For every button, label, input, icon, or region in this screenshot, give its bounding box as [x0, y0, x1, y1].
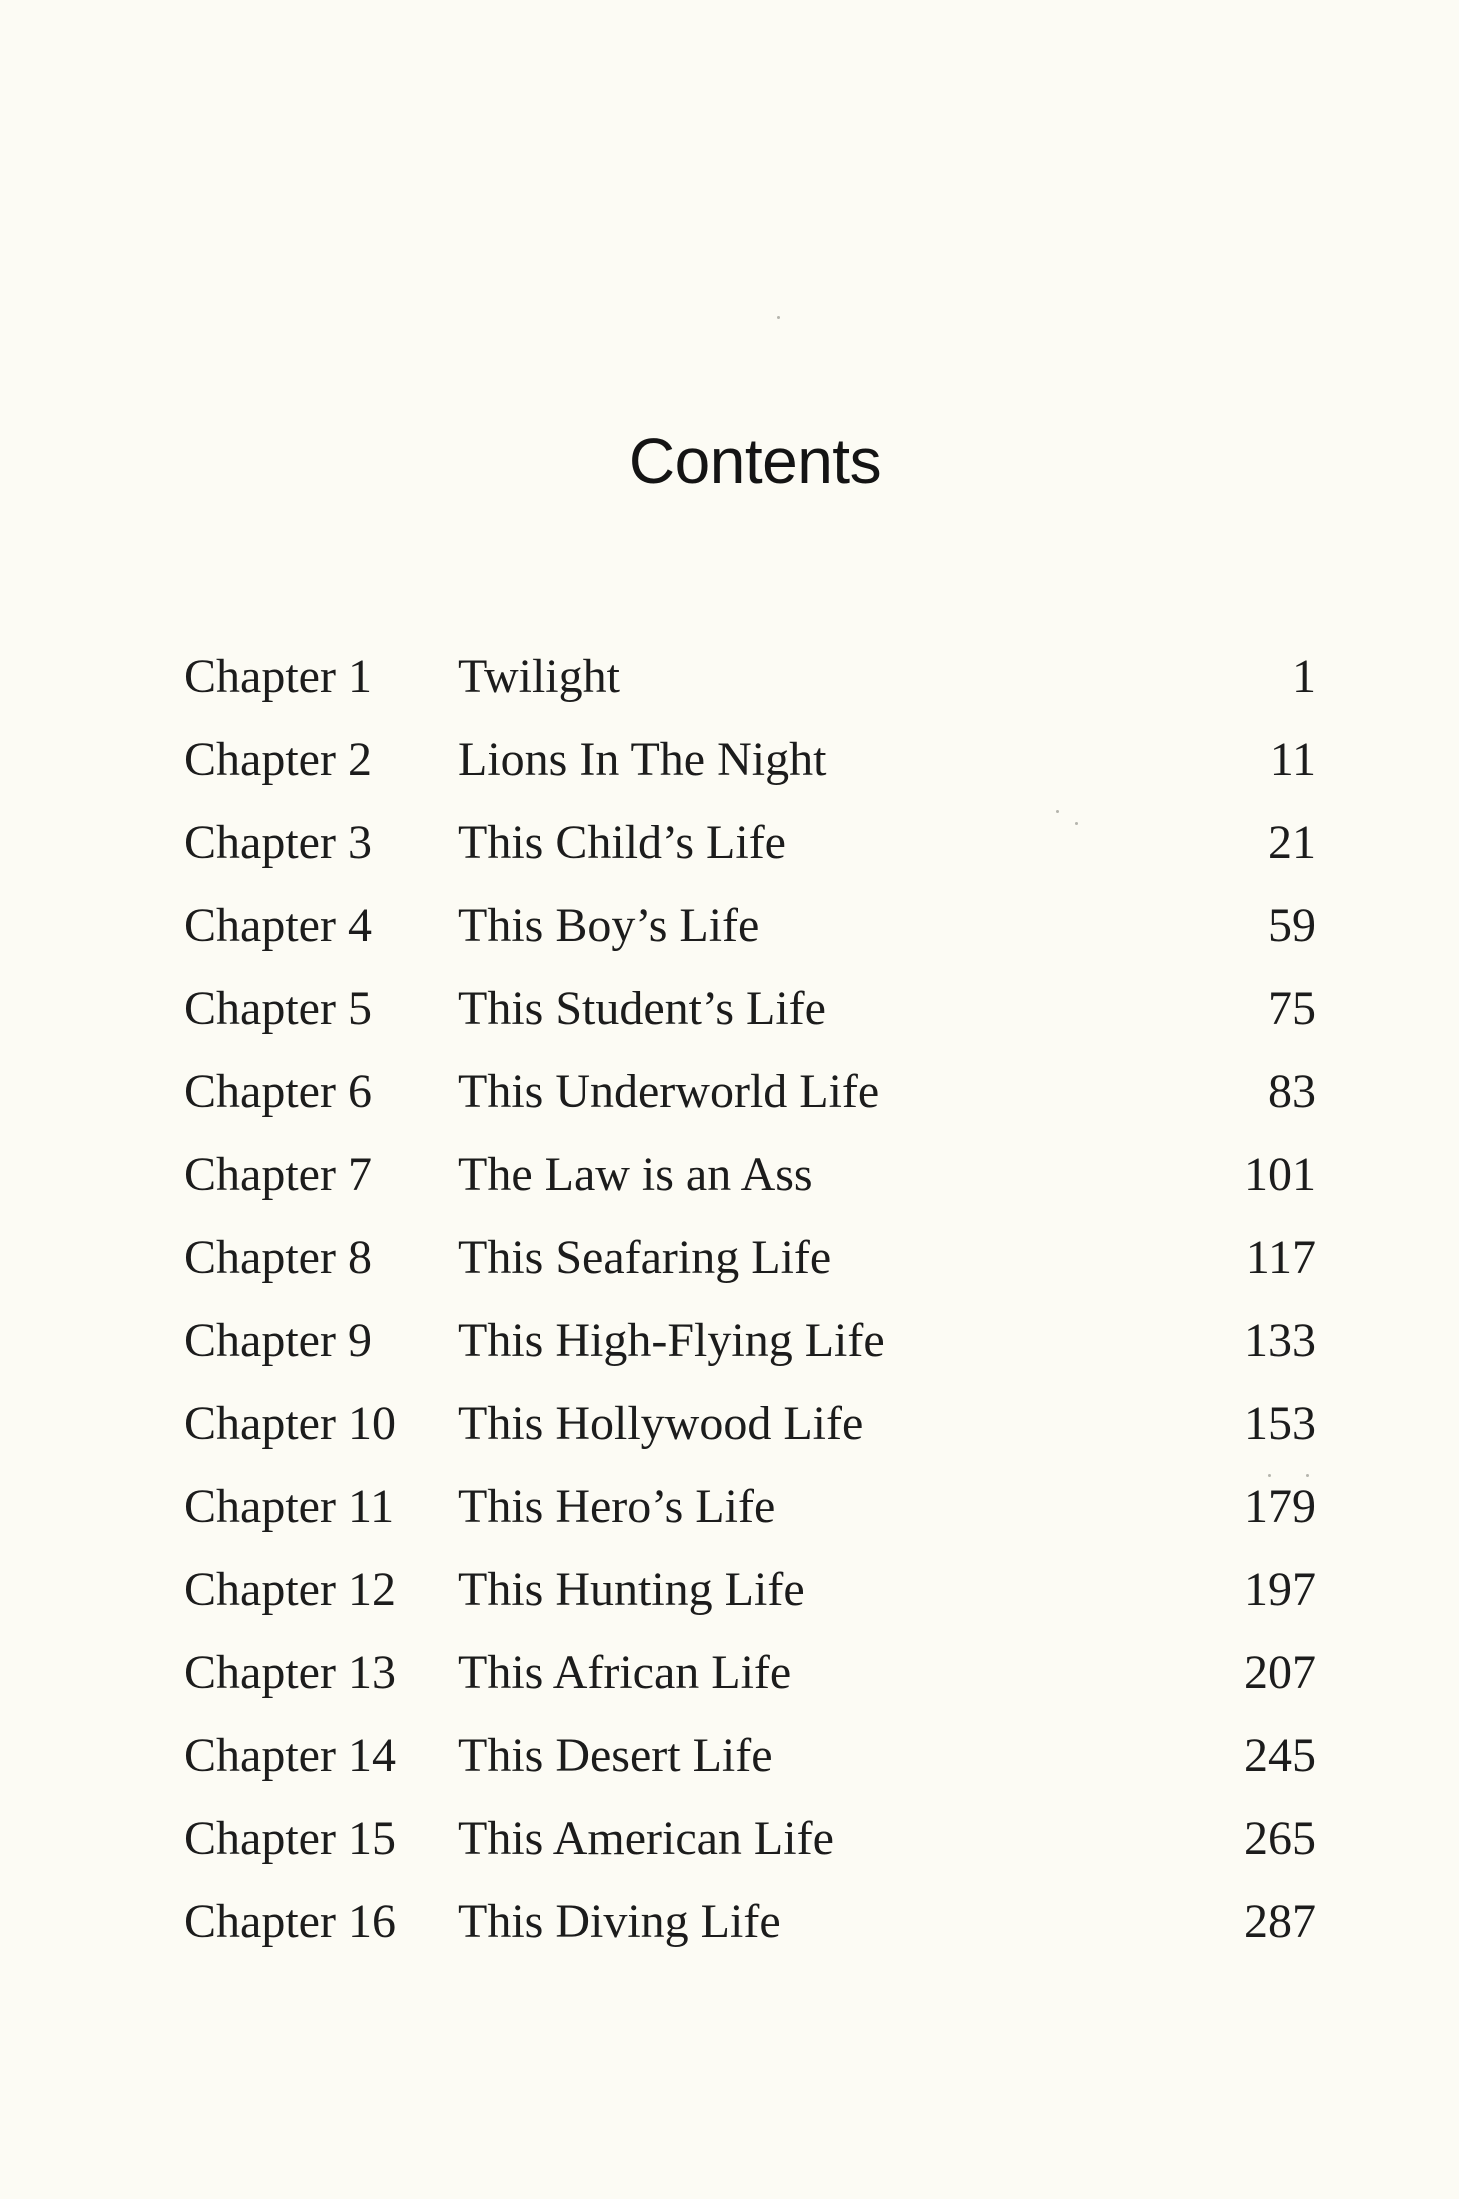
chapter-title: The Law is an Ass	[458, 1148, 813, 1201]
chapter-number: Chapter 4	[184, 899, 372, 952]
page-number: 11	[1269, 733, 1316, 786]
page-number: 265	[1244, 1812, 1316, 1865]
toc-entry	[0, 731, 1459, 814]
chapter-title: This Hollywood Life	[458, 1397, 864, 1450]
page-number: 1	[1292, 650, 1316, 703]
chapter-number: Chapter 6	[184, 1065, 372, 1118]
toc-entry	[0, 1810, 1459, 1893]
chapter-title: This African Life	[458, 1646, 792, 1699]
chapter-title: This Seafaring Life	[458, 1231, 832, 1284]
toc-entry	[0, 1727, 1459, 1810]
chapter-number: Chapter 1	[184, 650, 372, 703]
chapter-title: This High-Flying Life	[458, 1314, 885, 1367]
chapter-number: Chapter 3	[184, 816, 372, 869]
toc-entry	[0, 814, 1459, 897]
chapter-number: Chapter 11	[184, 1480, 395, 1533]
toc-entry	[0, 1229, 1459, 1312]
paper-speck	[1306, 1474, 1309, 1477]
chapter-title: This Student’s Life	[458, 982, 826, 1035]
toc-entry	[0, 1146, 1459, 1229]
paper-speck	[1268, 1474, 1271, 1477]
chapter-number: Chapter 7	[184, 1148, 372, 1201]
toc-entry	[0, 1561, 1459, 1644]
toc-entry	[0, 1478, 1459, 1561]
table-of-contents	[0, 648, 1459, 1976]
page-number: 197	[1244, 1563, 1316, 1616]
page-number: 287	[1244, 1895, 1316, 1948]
toc-entry	[0, 648, 1459, 731]
page-number: 245	[1244, 1729, 1316, 1782]
toc-entry	[0, 980, 1459, 1063]
page-number: 75	[1268, 982, 1316, 1035]
page-number: 101	[1244, 1148, 1316, 1201]
page-number: 179	[1244, 1480, 1316, 1533]
chapter-number: Chapter 2	[184, 733, 372, 786]
toc-entry	[0, 897, 1459, 980]
chapter-title: This Boy’s Life	[458, 899, 760, 952]
toc-entry	[0, 1644, 1459, 1727]
toc-entry	[0, 1893, 1459, 1976]
toc-entry	[0, 1312, 1459, 1395]
chapter-number: Chapter 5	[184, 982, 372, 1035]
chapter-number: Chapter 14	[184, 1729, 396, 1782]
page-number: 207	[1244, 1646, 1316, 1699]
page-number: 59	[1268, 899, 1316, 952]
chapter-title: Twilight	[458, 650, 620, 703]
paper-speck	[1075, 822, 1078, 825]
chapter-number: Chapter 15	[184, 1812, 396, 1865]
chapter-title: Lions In The Night	[458, 733, 827, 786]
chapter-number: Chapter 9	[184, 1314, 372, 1367]
paper-speck	[1056, 810, 1059, 813]
paper-speck	[777, 316, 780, 319]
chapter-number: Chapter 12	[184, 1563, 396, 1616]
toc-entry	[0, 1063, 1459, 1146]
chapter-title: This Hero’s Life	[458, 1480, 776, 1533]
page-number: 117	[1245, 1231, 1316, 1284]
chapter-number: Chapter 8	[184, 1231, 372, 1284]
page-number: 153	[1244, 1397, 1316, 1450]
chapter-title: This Underworld Life	[458, 1065, 880, 1118]
chapter-title: This Hunting Life	[458, 1563, 805, 1616]
chapter-title: This Desert Life	[458, 1729, 773, 1782]
toc-entry	[0, 1395, 1459, 1478]
chapter-number: Chapter 10	[184, 1397, 396, 1450]
page-title: Contents	[628, 425, 882, 497]
page-number: 21	[1268, 816, 1316, 869]
page-number: 133	[1244, 1314, 1316, 1367]
page-number: 83	[1268, 1065, 1316, 1118]
chapter-title: This Diving Life	[458, 1895, 781, 1948]
chapter-number: Chapter 13	[184, 1646, 396, 1699]
chapter-title: This American Life	[458, 1812, 834, 1865]
chapter-number: Chapter 16	[184, 1895, 396, 1948]
chapter-title: This Child’s Life	[458, 816, 786, 869]
